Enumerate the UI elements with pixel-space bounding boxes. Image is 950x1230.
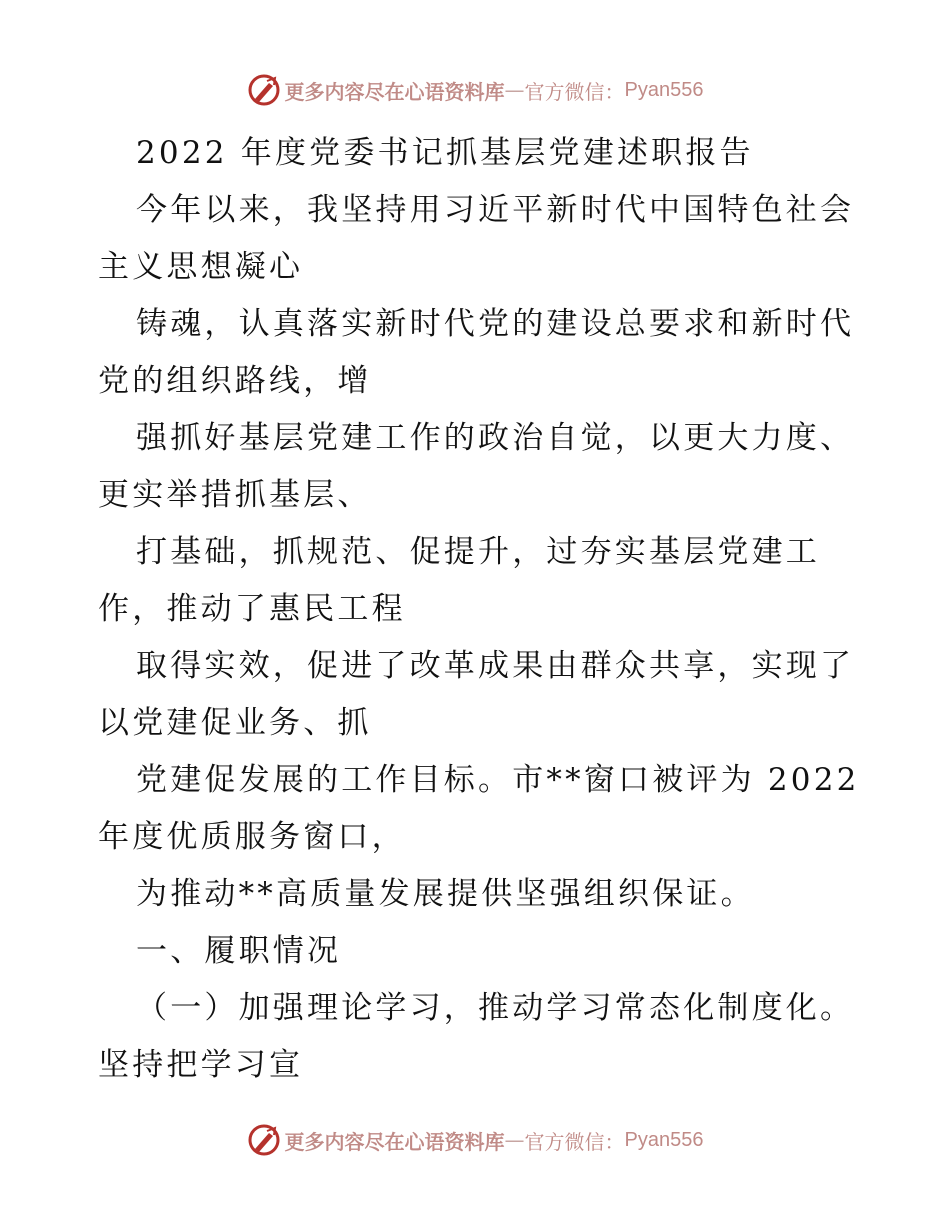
paragraph-line: 打基础，抓规范、促提升，过夯实基层党建工 (136, 534, 820, 570)
watermark-separator: — (504, 1128, 525, 1152)
watermark-brand-text: 更多内容尽在心语资料库 (284, 79, 505, 104)
paragraph-line: 铸魂，认真落实新时代党的建设总要求和新时代 (136, 306, 855, 342)
document-title: 2022 年度党委书记抓基层党建述职报告 (136, 135, 754, 171)
paragraph-line: 今年以来，我坚持用习近平新时代中国特色社会 (136, 192, 855, 228)
header-watermark (0, 70, 950, 110)
watermark-separator: — (504, 78, 525, 102)
paragraph-line: 为推动**高质量发展提供坚强组织保证。 (136, 876, 755, 912)
section-heading: 一、履职情况 (136, 933, 342, 969)
paragraph-line: 更实举措抓基层、 (98, 477, 372, 513)
paragraph-line: 党建促发展的工作目标。市**窗口被评为 2022 (136, 762, 860, 798)
paragraph-line: 主义思想凝心 (98, 249, 304, 285)
pen-logo-icon (247, 1123, 281, 1157)
paragraph-line: 取得实效，促进了改革成果由群众共享，实现了 (136, 648, 855, 684)
watermark-brand-text: 更多内容尽在心语资料库 (284, 1129, 505, 1154)
watermark-wechat-label: 官方微信： (524, 1129, 625, 1154)
pen-logo-icon (247, 73, 281, 107)
paragraph-line: 党的组织路线，增 (98, 363, 372, 399)
footer-watermark (0, 1120, 950, 1160)
watermark-wechat-id: Pyan556 (624, 78, 704, 101)
paragraph-line: 坚持把学习宣 (98, 1047, 304, 1083)
document-body (98, 125, 868, 1094)
paragraph-line: 以党建促业务、抓 (98, 705, 372, 741)
subsection-heading: （一）加强理论学习，推动学习常态化制度化。 (136, 990, 855, 1026)
paragraph-line: 作，推动了惠民工程 (98, 591, 406, 627)
watermark-wechat-label: 官方微信： (524, 79, 625, 104)
paragraph-line: 强抓好基层党建工作的政治自觉，以更大力度、 (136, 420, 855, 456)
paragraph-line: 年度优质服务窗口， (98, 819, 406, 855)
watermark-wechat-id: Pyan556 (624, 1128, 704, 1151)
